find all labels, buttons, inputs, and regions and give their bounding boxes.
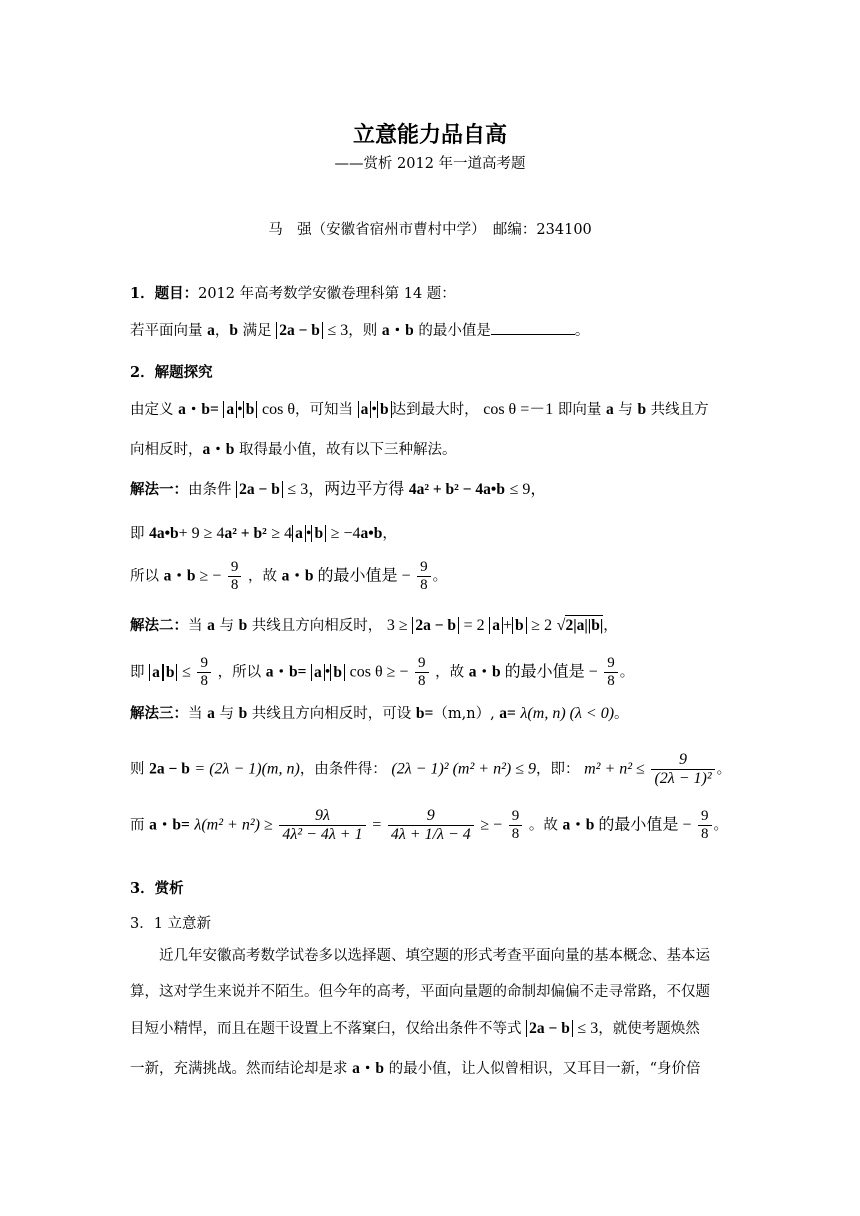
- method-3-line-1: 解法三：当 a 与 b 共线且方向相反时，可设 b=（m,n）, a= λ(m, n) (λ < 0)。: [130, 705, 629, 722]
- author-line: 马 强（安徽省宿州市曹村中学） 邮编：234100: [268, 222, 592, 238]
- method-1-line-2: 即 4a•b+ 9 ≥ 4a² + b² ≥ 4 a • b ≥ −4a•b，: [130, 525, 397, 542]
- body-line-3: 目短小精悍，而且在题干设置上不落窠臼，仅给出条件不等式 2a − b ≤ 3，就使考题焕然: [130, 1020, 700, 1037]
- method-2-line-2: 即 a b ≤ $\frac{9}{8}$ ，所以 a・b= a • b cos θ ≥ − $\frac{9}{8}$ ，故 a・b 的最小值是 − $\frac{9}{8}$ 。: [130, 655, 635, 689]
- body-line-4: 一新，充满挑战。然而结论却是求 a・b 的最小值，让人似曾相识，又耳目一新，“身价倍: [130, 1060, 701, 1077]
- subsection-3-1: 3．1 立意新: [130, 916, 212, 932]
- method-1-line-3: 所以 a・b ≥ − $\frac{9}{8}$ ，故 a・b 的最小值是 − $\frac{9}{8}$ 。: [130, 559, 448, 593]
- page-title: 立意能力品自高: [352, 122, 507, 148]
- answer-blank: [491, 322, 575, 335]
- section-1-heading: 1．题目：2012 年高考数学安徽卷理科第 14 题：: [130, 285, 456, 302]
- section-3-heading: 3．赏析: [130, 880, 184, 897]
- abs-expression: 2a − b: [276, 322, 323, 339]
- page-subtitle: ——赏析 2012 年一道高考题: [334, 156, 526, 172]
- section-2-heading: 2．解题探究: [130, 364, 213, 381]
- method-3-line-2: 则 2a − b = (2λ − 1)(m, n)，由条件得： (2λ − 1)² (m² + n²) ≤ 9，即： m² + n² ≤ $\frac{9}{\text{(2λ − 1)²}}$ 。: [130, 751, 732, 787]
- definition-line-2: 向相反时，a・b 取得最小值，故有以下三种解法。: [130, 441, 457, 458]
- definition-line-1: 由定义 a・b= a • b cos θ，可知当 a • b 达到最大时， cos θ =－1 即向量 a 与 b 共线且方: [130, 401, 709, 418]
- method-3-line-3: 而 a・b= λ(m² + n²) ≥ $\frac{9\lambda}{\text{4λ² − 4λ + 1}}$ = $\frac{9}{4\lambda + 1/\lambda - 4}$ ≥ − $\frac{9}{8}$ 。故 a・b 的最小值是 − $\frac{9}{8}$ 。: [130, 807, 729, 843]
- body-line-2: 算，这对学生来说并不陌生。但今年的高考，平面向量题的命制却偏偏不走寻常路，不仅题: [130, 984, 710, 1000]
- problem-statement: 若平面向量 a，b 满足 2a − b ≤ 3，则 a・b 的最小值是 。: [130, 322, 590, 339]
- method-2-line-1: 解法二：当 a 与 b 共线且方向相反时， 3 ≥ 2a − b = 2 a + b ≥ 2 √2|a||b|，: [130, 617, 618, 634]
- body-line-1: 近几年安徽高考数学试卷多以选择题、填空题的形式考查平面向量的基本概念、基本运: [159, 948, 710, 964]
- method-1-line-1: 解法一：由条件 2a − b ≤ 3，两边平方得 4a² + b² − 4a•b ≤ 9，: [130, 481, 547, 498]
